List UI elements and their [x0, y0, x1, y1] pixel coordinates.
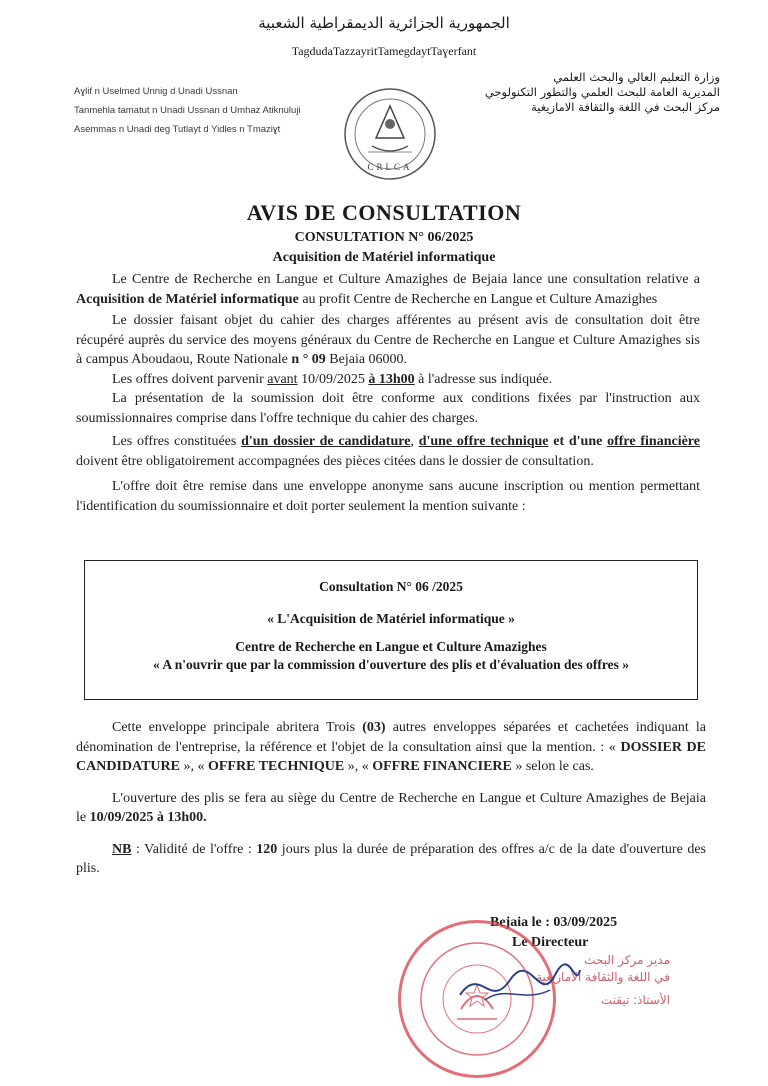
box-object: « L'Acquisition de Matériel informatique »: [267, 611, 515, 626]
logo-text: CRLCA: [367, 162, 413, 172]
paragraph-offers: Les offres constituées d'un dossier de candidature, d'une offre technique et d'une offre financière doivent être obligatoirement accompagnées des pièces citées dans le dossier de consultation.: [76, 434, 700, 469]
box-do-not-open: « A n'ouvrir que par la commission d'ouverture des plis et d'évaluation des offres »: [152, 657, 630, 672]
signature-scribble-icon: [455, 955, 585, 1015]
header-left-block: [74, 82, 354, 139]
paragraph-envelope: L'offre doit être remise dans une enveloppe anonyme sans aucune inscription ou mention permettant l'identification du soumissionnaire et doit porter seulement la mention suivante :: [76, 479, 700, 514]
box-consultation-number: Consultation N° 06 /2025: [319, 579, 463, 594]
stamp-line: الأستاذ: تيقنت: [600, 993, 670, 1007]
envelope-mention-box: [84, 560, 698, 700]
header-right-line: وزارة التعليم العالي والبحث العلمي: [553, 70, 720, 84]
stamp-line: مدير مركز البحث: [584, 953, 670, 967]
signature-role: Le Directeur: [512, 935, 589, 950]
consultation-object: Acquisition de Matériel informatique: [272, 250, 496, 265]
paragraph-deadline: Les offres doivent parvenir avant 10/09/2025 à 13h00 à l'adresse sus indiquée.: [112, 371, 553, 387]
header-berber-republic: TagdudaTazzayritTamegdaytTaɣerfant: [291, 44, 477, 58]
paragraph-intro: Le Centre de Recherche en Langue et Culture Amazighes de Bejaia lance une consultation relative a Acquisition de Matériel informatique au profit Centre de Recherche en Langue et Culture Amazighes: [76, 272, 700, 307]
paragraph-presentation: La présentation de la soumission doit être conforme aux conditions fixées par l'instruction aux soumissionnaires comprise dans l'offre technique du cahier des charges.: [76, 391, 700, 426]
paragraph-sub-envelopes: Cette enveloppe principale abritera Trois (03) autres enveloppes séparées et cachetées indiquant la dénomination de l'entreprise, la référence et l'objet de la consultation ainsi que la mention. : « DOSSIER DE CANDIDATURE », « OFFRE TECHNIQUE », « OFFRE FINANCIERE » selon le cas.: [76, 720, 706, 774]
header-left-line: Aɣlif n Uselmed Unnig d Unadi Ussnan: [74, 86, 238, 97]
handwritten-signature: [455, 955, 585, 1015]
header-right-line: المديرية العامة للبحث العلمي والتطور التكنولوجي: [484, 85, 720, 99]
stamp-line: في اللغة والثقافة الأمازيغية: [536, 970, 670, 984]
body-text-after: [76, 718, 706, 879]
box-centre-name: Centre de Recherche en Langue et Culture Amazighes: [235, 639, 547, 654]
header-left-line: Asemmas n Unadi deg Tutlayt d Yidles n Tmaziɣt: [74, 124, 281, 135]
header-right-line: مركز البحث في اللغة والثقافة الامازيغية: [531, 100, 720, 114]
paragraph-validity: NB : Validité de l'offre : 120 jours plus la durée de préparation des offres a/c de la date d'ouverture des plis.: [76, 841, 707, 876]
page-title: AVIS DE CONSULTATION: [246, 200, 522, 225]
signature-place-date: Bejaia le : 03/09/2025: [490, 915, 618, 930]
header-arabic-republic: الجمهورية الجزائرية الديمقراطية الشعبية: [258, 14, 510, 32]
header-left-line: Tanmehla tamatut n Unadi Ussnan d Umhaz Atiknuluji: [74, 105, 301, 116]
paragraph-dossier: Le dossier faisant objet du cahier des charges afférentes au présent avis de consultation doit être récupéré auprès du service des moyens généraux du Centre de Recherche en Langue et Culture Amazighes sis à campus Aboudaou, Route Nationale n ° 09 Bejaia 06000.: [76, 313, 700, 367]
crlca-logo: [342, 86, 438, 182]
body-text: [76, 270, 700, 516]
header-right-block: [470, 70, 720, 115]
consultation-number: CONSULTATION N° 06/2025: [294, 230, 474, 245]
paragraph-opening: L'ouverture des plis se fera au siège du Centre de Recherche en Langue et Culture Amazighes de Bejaia le 10/09/2025 à 13h00.: [76, 790, 706, 825]
